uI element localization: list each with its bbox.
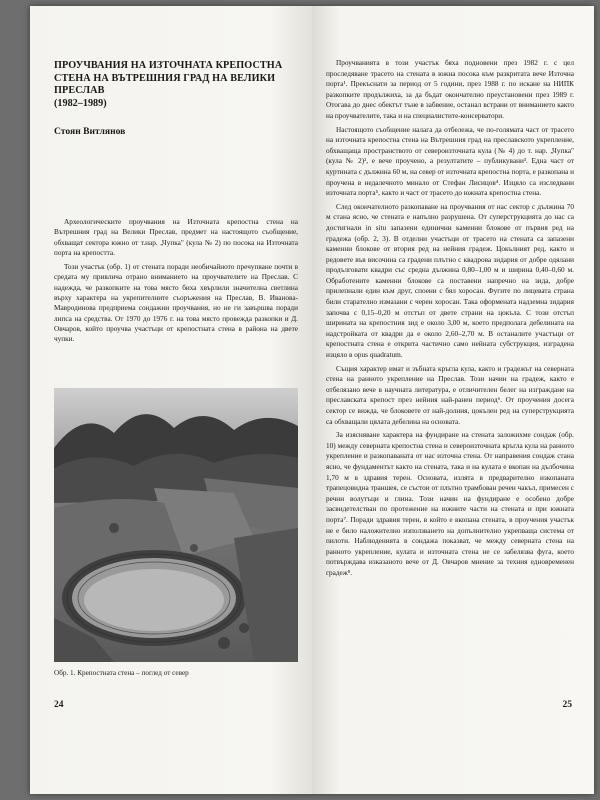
figure-1-photo [54, 388, 298, 662]
article-title-years: (1982–1989) [54, 97, 107, 109]
right-paragraph-4: Същия характер имат и зъбната кръгла кула, както и градежът на северната стена на ранното укрепление на Преслав. Този начин на градеж, както е отбелязано вече в научната литература, е отличителен белег на изграждане на преславската крепост през нейния най-ранен период⁶. От проучения досега сектор се вижда, че блоковете от най-долния, цокълен ред на суперструкцията са обхващали цялата дебелина на основата. [326, 364, 574, 426]
fortress-wall-photo-illustration [54, 388, 298, 662]
figure-1-caption: Обр. 1. Крепостната стена – поглед от север [54, 669, 189, 677]
right-paragraph-3: След окончателното разкопаване на проучвания от нас сектор с дължина 70 м стана ясно, че стената е напълно разрушена. От суперструкцията до нас са достигнали in situ запазени единични каменни блокове от първия ред на градежа (обр. 2, 3). В отделни участъци от трасето на стената са запазени каменни блокове от втория ред на нейния градеж. Цокълният ред, както и редовете във височина са градени плътно с квадрова зидария от добре одялани продълговати квадри със средна дължина 0,80–1,00 м и ширина 0,40–0,60 м. Обработените каменни блокове са поставени напречно на зида, добре прилепнали един към друг, споени с бял хоросан. Фугите по лицевата страна били старателно измазани с черен хоросан. Така оформената надземна зидария започва с 0,15–0,20 м отстъп от двете страни на цокъла. С този отстъп ширината на крепостния зид е около 3,00 м, което предполага дебелината на надстройката от квадри да е около 2,60–2,70 м. В останалите участъци от крепостната стена е открита частично само нейната субструкция, изградена изцяло в opus quadratum. [326, 202, 574, 360]
right-paragraph-2: Настоящото съобщение налага да отбележа, че по-голямата част от трасето на източната крепостна стена на Вътрешния град на преславското укрепление, обхващаща пространството от североизточната кула (№ 4) до т. нар. „Чупка" (кула № 2)², е вече проучено, а резултатите – публикувани³. Една част от куртината с дължина 60 м, на север от източната крепостна порта, е разкопана и проучена в недалечното минало от Стефан Лисицов⁴. Изцяло са изследвани източната порта⁵, както и част от трасето до южната крепостна стена. [326, 125, 574, 198]
page-number-right: 25 [562, 700, 572, 710]
left-page [30, 6, 312, 794]
right-page [312, 6, 594, 794]
left-paragraph-1: Археологическите проучвания на Източната крепостна стена на Вътрешния град на Велики Преслав, предмет на настоящото съобщение, обхващат сектора южно от т.нар. „Чупка" (кула № 2) по посока на Източната порта на крепостта. [54, 218, 298, 257]
right-page-content [326, 58, 574, 579]
left-page-content [54, 60, 298, 345]
article-author: Стоян Витлянов [54, 126, 126, 137]
right-paragraph-1: Проучванията в този участък бяха подновени през 1982 г. с цел проследяване трасето на стената в южна посока към разкритата вече Източна порта¹. Прекъснати за период от 5 години, през 1988 г. по искане на НИПК разкопките продължиха, за да бъдат окончателно преустановени през 1989 г. Отогава до днес обектът тъне в забвение, останал встрани от вниманието както на проучвателите, така и на специалистите-консерватори. [326, 59, 574, 120]
left-paragraph-2: Този участък (обр. 1) от стената поради необичайното пречупване почти в средата му привлича отрано вниманието на проучвателите на Преслав. С надежда, че разкопките на това място биха хвърлили значителна светлина върху характера на укрепителните съоръжения на Преслав, В. Иванова-Мавродинова предприема сондажни проучвания, но не ги завършва поради липса на средства. От 1970 до 1976 г. на това място провежда разкопки и Д. Овчаров, който проучва участъци от крепостната стена в района на двете чупки. [54, 263, 298, 344]
article-title: ПРОУЧВАНИЯ НА ИЗТОЧНАТА КРЕПОСТНА СТЕНА НА ВЪТРЕШНИЯ ГРАД НА ВЕЛИКИ ПРЕСЛАВ [54, 60, 283, 96]
page-number-left: 24 [54, 700, 64, 710]
right-paragraph-5: За изясняване характера на фундиране на стената заложихме сондаж (обр. 10) между северната крепостна стена и североизточната кръгла кула на ранното укрепление и разкопаваната от нас източна стена. От направения сондаж стана ясно, че фундаментът както на стената, така и на кулата е вкопан на дълбочина 1,70 м в здравия терен. Основата, излята в предварително изкопаната трапецовидна траншея, се състои от плътно трамбован речен чакъл, примесен с речни волутъци и глина. Този начин на фундиране е особено добре засвидетелстван по протежение на южните части на стената и при южната порта⁷. Поради здравия терен, в който е вкопана стената, в проучения участък не е било наложително използването на допълнително укрепваща система от пилоти. Наблюденията в сондажа показват, че между северната стена на ранното укрепление, кулата и източната стена не се забелязва фуга, което потвърждава изказаното вече от Д. Овчаров мнение за техния едновременен градеж⁸. [326, 431, 574, 577]
book-spread [30, 6, 594, 794]
